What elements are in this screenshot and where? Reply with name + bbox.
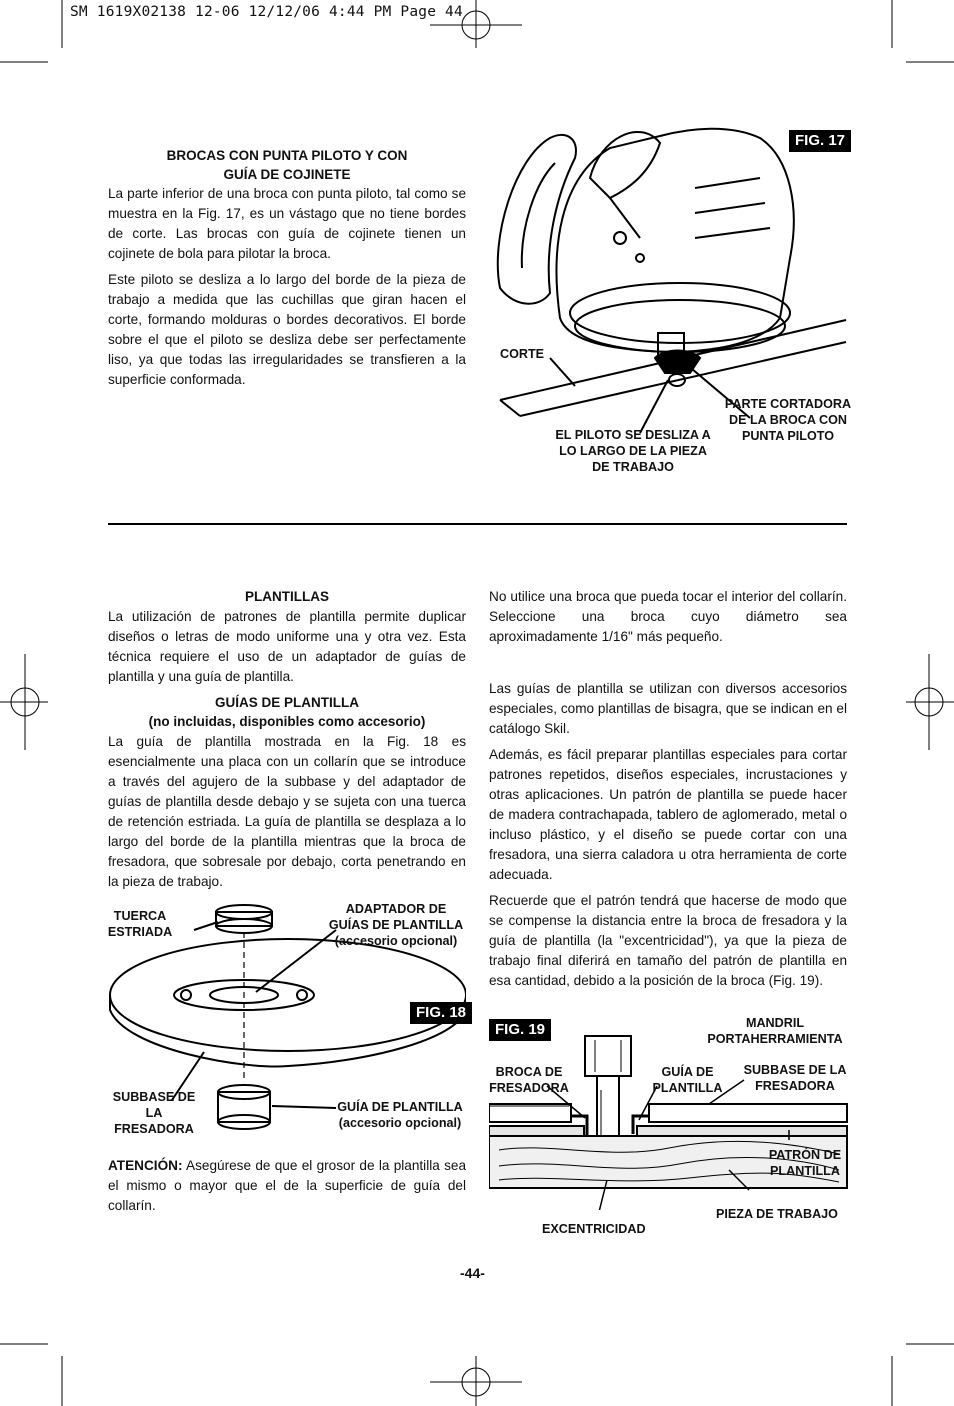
fig18-label-subbase: SUBBASE DE LA FRESADORA xyxy=(112,1090,196,1136)
section-heading-plantillas: PLANTILLAS xyxy=(245,589,329,604)
print-slug: SM 1619X02138 12-06 12/12/06 4:44 PM Page 44 xyxy=(70,4,463,20)
section-subheading-guias xyxy=(108,693,466,731)
fig17-label-parte-cortadora: PARTE CORTADORA DE LA BROCA CON PUNTA PILOTO xyxy=(724,397,852,443)
paragraph: Además, es fácil preparar plantillas especiales para cortar patrones repetidos, diseños especiales, incrustaciones y otras aplicaciones. Un patrón de plantilla se puede hacer de madera contrachapada, tablero de aglomerado, metal o incluso plástico, y el diseño se puede cortar con una fresadora, una sierra caladora u otra herramienta de corte adecuada. xyxy=(489,747,847,882)
fig19-label-patron: PATRÓN DE PLANTILLA xyxy=(768,1148,842,1178)
fig19-label-mandril: MANDRIL PORTAHERRAMIENTA xyxy=(707,1016,843,1046)
fig19-tag: FIG. 19 xyxy=(489,1019,551,1041)
fig19-offset-diagram xyxy=(489,1030,849,1210)
paragraph: Las guías de plantilla se utilizan con diversos accesorios especiales, como plantillas de bisagra, que se indican en el catálogo Skil. xyxy=(489,681,847,736)
attention-label: ATENCIÓN: xyxy=(108,1158,183,1173)
adaptador-text: ADAPTADOR DE GUÍAS DE PLANTILLA xyxy=(328,902,464,932)
section2-body-1 xyxy=(108,607,466,693)
fig19-label-excentricidad: EXCENTRICIDAD xyxy=(542,1222,646,1236)
paragraph: La parte inferior de una broca con punta piloto, tal como se muestra en la Fig. 17, es un vástago que no tiene bordes de corte. Las brocas con guía de cojinete tienen un cojinete de bola para pilotar la broca. xyxy=(108,186,466,261)
fig17-tag: FIG. 17 xyxy=(789,130,851,152)
fig19-label-broca: BROCA DE FRESADORA xyxy=(489,1065,569,1095)
fig18-label-tuerca: TUERCA ESTRIADA xyxy=(107,909,173,939)
paragraph: No utilice una broca que pueda tocar el interior del collarín. Seleccione una broca cuyo diámetro sea aproximadamente 1/16" más pequeño. xyxy=(489,589,847,644)
attention-note xyxy=(108,1156,466,1222)
section3-body-2 xyxy=(489,679,847,997)
section-divider xyxy=(108,523,847,525)
fig19-label-guia: GUÍA DE PLANTILLA xyxy=(652,1065,723,1095)
attention-paragraph xyxy=(108,1156,466,1216)
subheading-line-2: (no incluidas, disponibles como accesorio) xyxy=(148,714,426,729)
subheading-line-1: GUÍAS DE PLANTILLA xyxy=(215,695,359,710)
page-number: -44- xyxy=(460,1265,485,1281)
fig17-label-piloto: EL PILOTO SE DESLIZA A LO LARGO DE LA PIEZA DE TRABAJO xyxy=(555,428,711,474)
paragraph: La utilización de patrones de plantilla permite duplicar diseños o letras de modo uniforme una y otra vez. Esta técnica requiere el uso de un adaptador de guías de plantilla y una guía de plantilla. xyxy=(108,609,466,684)
section3-body-1 xyxy=(489,587,847,653)
fig18-label-guia xyxy=(330,1099,470,1131)
attention-text: Asegúrese de que el grosor de la plantilla sea el mismo o mayor que el de la superficie de guía del collarín. xyxy=(108,1158,466,1213)
fig19-label-pieza: PIEZA DE TRABAJO xyxy=(716,1207,838,1221)
section-heading-pilot-bits xyxy=(108,146,466,184)
fig19-label-subbase: SUBBASE DE LA FRESADORA xyxy=(743,1063,847,1093)
fig18-label-adaptador xyxy=(322,901,470,949)
fig17-label-corte: CORTE xyxy=(500,347,545,361)
heading-line-2: GUÍA DE COJINETE xyxy=(223,167,351,182)
fig18-tag: FIG. 18 xyxy=(410,1002,472,1024)
paragraph: Este piloto se desliza a lo largo del borde de la pieza de trabajo a medida que las cuchillas que giran hacen el corte, formando molduras o bordes decorativos. El borde sobre el que el piloto se desliza debe ser perfectamente liso, ya que todas las irregularidades se transfieren a la superficie conformada. xyxy=(108,272,466,387)
guia-text: GUÍA DE PLANTILLA xyxy=(337,1100,463,1114)
paragraph: La guía de plantilla mostrada en la Fig. 18 es esencialmente una placa con un collarín que se introduce a través del agujero de la subbase y del adaptador de guías de plantilla desde debajo y se sujeta con una tuerca de retención estriada. La guía de plantilla se desplaza a lo largo del borde de la plantilla mientras que la broca de fresadora, que sobresale por debajo, corta penetrando en la pieza de trabajo. xyxy=(108,734,466,889)
heading-line-1: BROCAS CON PUNTA PILOTO Y CON xyxy=(166,148,408,163)
paragraph: Recuerde que el patrón tendrá que hacerse de modo que se compense la distancia entre la broca de fresadora y la guía de plantilla (la "excentricidad"), ya que la pieza de trabajo final diferirá en tamaño del patrón de plantilla en esa cantidad, debido a la posición de la broca (Fig. 19). xyxy=(489,893,847,988)
section2-body-2 xyxy=(108,732,466,898)
section1-body xyxy=(108,184,466,396)
adaptador-note: (accesorio opcional) xyxy=(334,934,458,948)
guia-note: (accesorio opcional) xyxy=(338,1116,462,1130)
